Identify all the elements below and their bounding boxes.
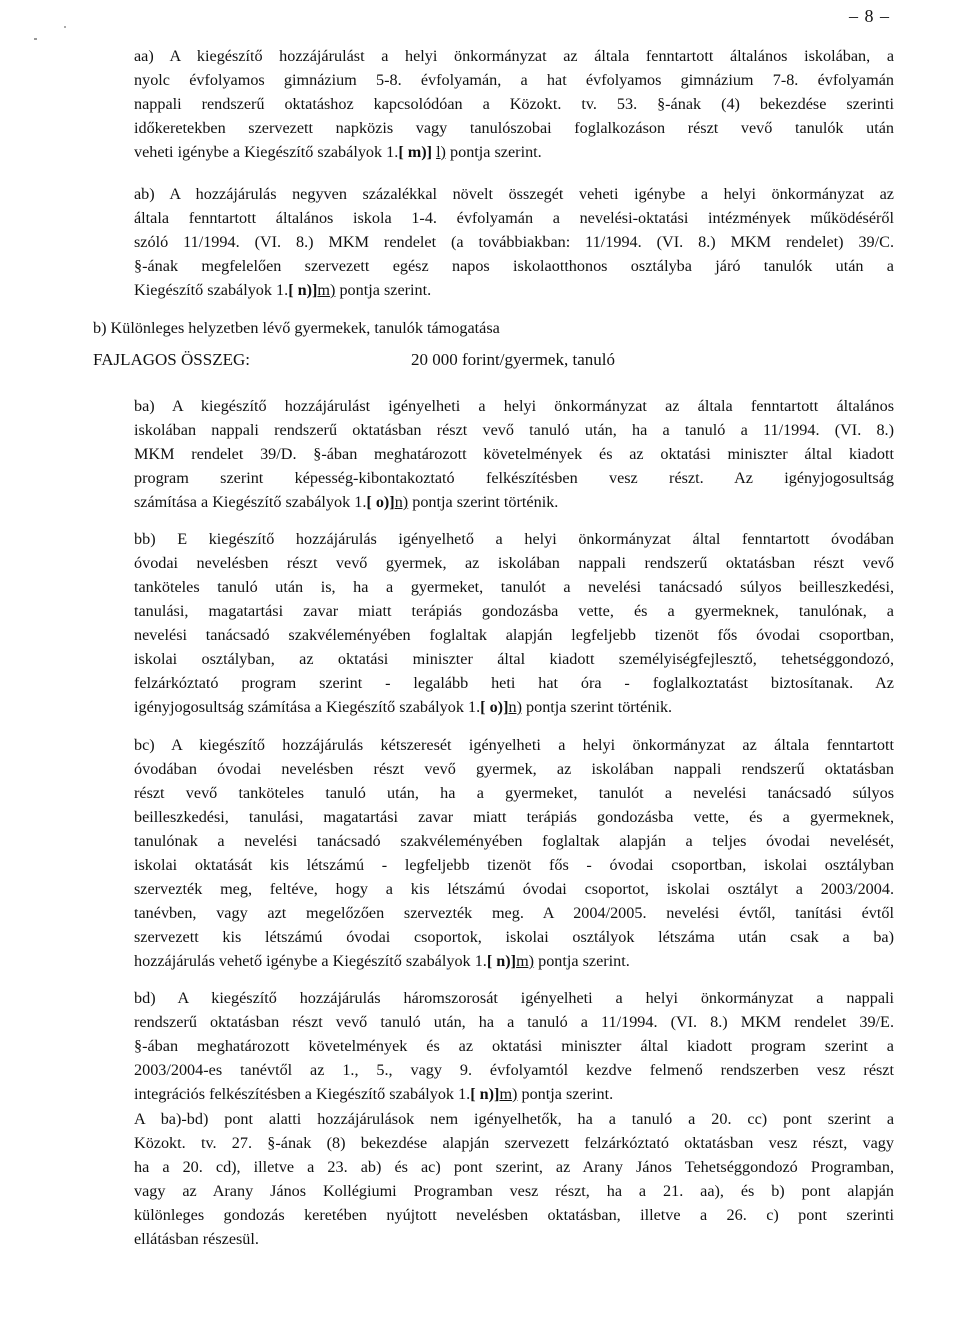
inserted-reference: n)	[394, 493, 409, 511]
section-heading-b: b) Különleges helyzetben lévő gyermekek, tanulók támogatása	[93, 319, 500, 337]
deleted-reference: [ o)]	[366, 493, 395, 511]
paragraph-line: tanulónak a nevelési tanácsadó szakvéleményében foglaltak alapján a teljes óvodai nevelését,	[134, 832, 894, 850]
page-number: – 8 –	[849, 6, 890, 26]
paragraph-line: hozzájárulás vehető igénybe a Kiegészítő szabályok 1.[ n)]m) pontja szerint.	[134, 952, 630, 970]
paragraph-ba	[134, 394, 894, 514]
inserted-reference: m)	[499, 1085, 518, 1103]
paragraph-line: ha a 20. cd), illetve a 23. ab) és ac) pont szerint, az Arany János Tehetséggondozó Programban,	[134, 1158, 894, 1176]
paragraph-line: ba) A kiegészítő hozzájárulást igényelheti a helyi önkormányzat az általa fenntartott általános	[134, 397, 894, 415]
paragraph-line: integrációs felkészítésben a Kiegészítő szabályok 1.[ n)]m) pontja szerint.	[134, 1085, 614, 1103]
fajlagos-label: FAJLAGOS ÖSSZEG:	[93, 350, 250, 369]
paragraph-line: iskolában nappali rendszerű oktatásban részt vevő tanuló után, ha a tanuló a 11/1994. (VI. 8.)	[134, 421, 894, 439]
inserted-reference: l)	[436, 143, 446, 161]
paragraph-line: részt vevő tanköteles tanuló után, ha a gyermeket, tanulót a nevelési tanácsadó súlyos	[134, 784, 894, 802]
paragraph-line: tanévben, vagy azt megelőzően szervezték meg. A 2004/2005. nevelési évtől, tanítási évtől	[134, 904, 894, 922]
paragraph-line: felzárkóztató program szerint - legalább heti hat óra - foglalkoztatást biztosítanak. Az	[134, 674, 894, 692]
paragraph-line: szervezett kis létszámú óvodai csoportok, iskolai osztályok létszáma után csak a ba)	[134, 928, 894, 946]
paragraph-line: nappali rendszerű oktatáshoz kapcsolódóan a Közokt. tv. 53. §-ának (4) bekezdése szerinti	[134, 95, 894, 113]
paragraph-line: óvodában óvodai nevelésben részt vevő gyermek, az iskolában nappali rendszerű oktatásban	[134, 760, 894, 778]
paragraph-line: program szerint képesség-kibontakoztató felkészítésben vesz részt. Az igényjogosultság	[134, 469, 894, 487]
paragraph-line: bc) A kiegészítő hozzájárulás kétszeresét igényelheti a helyi önkormányzat az általa fenntartott	[134, 736, 894, 754]
paragraph-line: óvodai nevelésben részt vevő gyermek, az iskolában nappali rendszerű oktatásban részt vevő	[134, 554, 894, 572]
paragraph-line: beilleszkedési, tanulási, magatartási zavar miatt terápiás gondozásba vette, és a gyermeknek,	[134, 808, 894, 826]
paragraph-line: iskolai oktatását kis létszámú - legfeljebb tizenöt fős - óvodai csoportban, iskolai osztályban	[134, 856, 894, 874]
paragraph-line: tanulási, magatartási zavar miatt terápiás gondozásba vette, és a gyermeknek, tanulónak, a	[134, 602, 894, 620]
deleted-reference: [ o)]	[480, 698, 509, 716]
paragraph-bb	[134, 527, 894, 719]
paragraph-line: Közokt. tv. 27. §-ának (8) bekezdése alapján szervezett felzárkóztató oktatásban vesz részt, vagy	[134, 1134, 894, 1152]
paragraph-line: ab) A hozzájárulás negyven százalékkal növelt összegét veheti igénybe a helyi önkormányzat az	[134, 185, 894, 203]
paragraph-line: bb) E kiegészítő hozzájárulás igényelhető a helyi önkormányzat által fenntartott óvodában	[134, 530, 894, 548]
paragraph-bc	[134, 733, 894, 973]
paragraph-line: A ba)-bd) pont alatti hozzájárulások nem igényelhetők, ha a tanuló a 20. cc) pont szerint a	[134, 1110, 894, 1128]
scan-speck	[34, 38, 37, 40]
paragraph-line: vagy az Arany János Kollégiumi Programban vesz részt, ha a 21. aa), és b) pont alapján	[134, 1182, 894, 1200]
inserted-reference: n)	[508, 698, 522, 716]
paragraph-line: szervezték meg, feltéve, hogy a kis létszámú óvodai csoportot, iskolai osztályt a 2003/2004.	[134, 880, 894, 898]
deleted-reference: [ n)]	[486, 952, 517, 970]
inserted-reference: m)	[317, 281, 336, 299]
paragraph-line: aa) A kiegészítő hozzájárulást a helyi önkormányzat az általa fenntartott általános iskolában, a	[134, 47, 894, 65]
paragraph-line: tanköteles tanuló után is, ha a gyermeket, tanulót a nevelési tanácsadó súlyos beilleszkedési,	[134, 578, 894, 596]
paragraph-line: rendszerű oktatásban részt vevő tanuló után, ha a tanuló a 11/1994. (VI. 8.) MKM rendelet 39/E.	[134, 1013, 894, 1031]
paragraph-line: veheti igénybe a Kiegészítő szabályok 1.[ m)] l) pontja szerint.	[134, 143, 542, 161]
paragraph-line: számítása a Kiegészítő szabályok 1.[ o)]n) pontja szerint történik.	[134, 493, 559, 511]
inserted-reference: m)	[516, 952, 535, 970]
paragraph-line: szóló 11/1994. (VI. 8.) MKM rendelet (a továbbiakban: 11/1994. (VI. 8.) MKM rendelet) 39/C.	[134, 233, 894, 251]
paragraph-line: ellátásban részesül.	[134, 1230, 259, 1248]
paragraph-line: időkeretekben szervezett napközis vagy tanulószobai foglalkozáson részt vevő tanulók után	[134, 119, 894, 137]
fajlagos-value: 20 000 forint/gyermek, tanuló	[411, 350, 615, 369]
paragraph-line: nyolc évfolyamos gimnázium 5-8. évfolyamán, a hat évfolyamos gimnázium 7-8. évfolyamán	[134, 71, 894, 89]
paragraph-line: 2003/2004-es tanévtől az 1., 5., vagy 9. évfolyamtól kezdve felmenő rendszerben vesz részt	[134, 1061, 894, 1079]
paragraph-line: nevelési tanácsadó szakvéleményében foglaltak alapján legfeljebb tizenöt fős óvodai csoportban,	[134, 626, 894, 644]
scan-speck	[64, 26, 66, 28]
paragraph-line: általa fenntartott általános iskola 1-4. évfolyamán a nevelési-oktatási intézmények működéséről	[134, 209, 894, 227]
paragraph-line: §-ában meghatározott követelmények és az oktatási miniszter által kiadott program szerint a	[134, 1037, 894, 1055]
paragraph-ab	[134, 182, 894, 302]
paragraph-line: különleges gondozás keretében nyújtott nevelésben oktatásban, illetve a 26. c) pont szerinti	[134, 1206, 894, 1224]
paragraph-closing	[134, 1107, 894, 1251]
paragraph-line: igényjogosultság számítása a Kiegészítő szabályok 1.[ o)]n) pontja szerint történik.	[134, 698, 673, 716]
deleted-reference: [ n)]	[288, 281, 318, 299]
paragraph-line: bd) A kiegészítő hozzájárulás háromszorosát igényelheti a helyi önkormányzat a nappali	[134, 989, 894, 1007]
paragraph-line: MKM rendelet 39/D. §-ában meghatározott követelmények és az oktatási miniszter által kiadott	[134, 445, 894, 463]
deleted-reference: [ n)]	[470, 1085, 500, 1103]
paragraph-line: Kiegészítő szabályok 1.[ n)]m) pontja szerint.	[134, 281, 432, 299]
paragraph-line: iskolai osztályban, az oktatási miniszter által kiadott személyiségfejlesztő, tehetséggondozó,	[134, 650, 894, 668]
paragraph-aa	[134, 44, 894, 164]
deleted-reference: [ m)]	[398, 143, 433, 161]
paragraph-bd	[134, 986, 894, 1106]
paragraph-line: §-ának megfelelően szervezett egész napos iskolaotthonos osztályba járó tanulók után a	[134, 257, 894, 275]
